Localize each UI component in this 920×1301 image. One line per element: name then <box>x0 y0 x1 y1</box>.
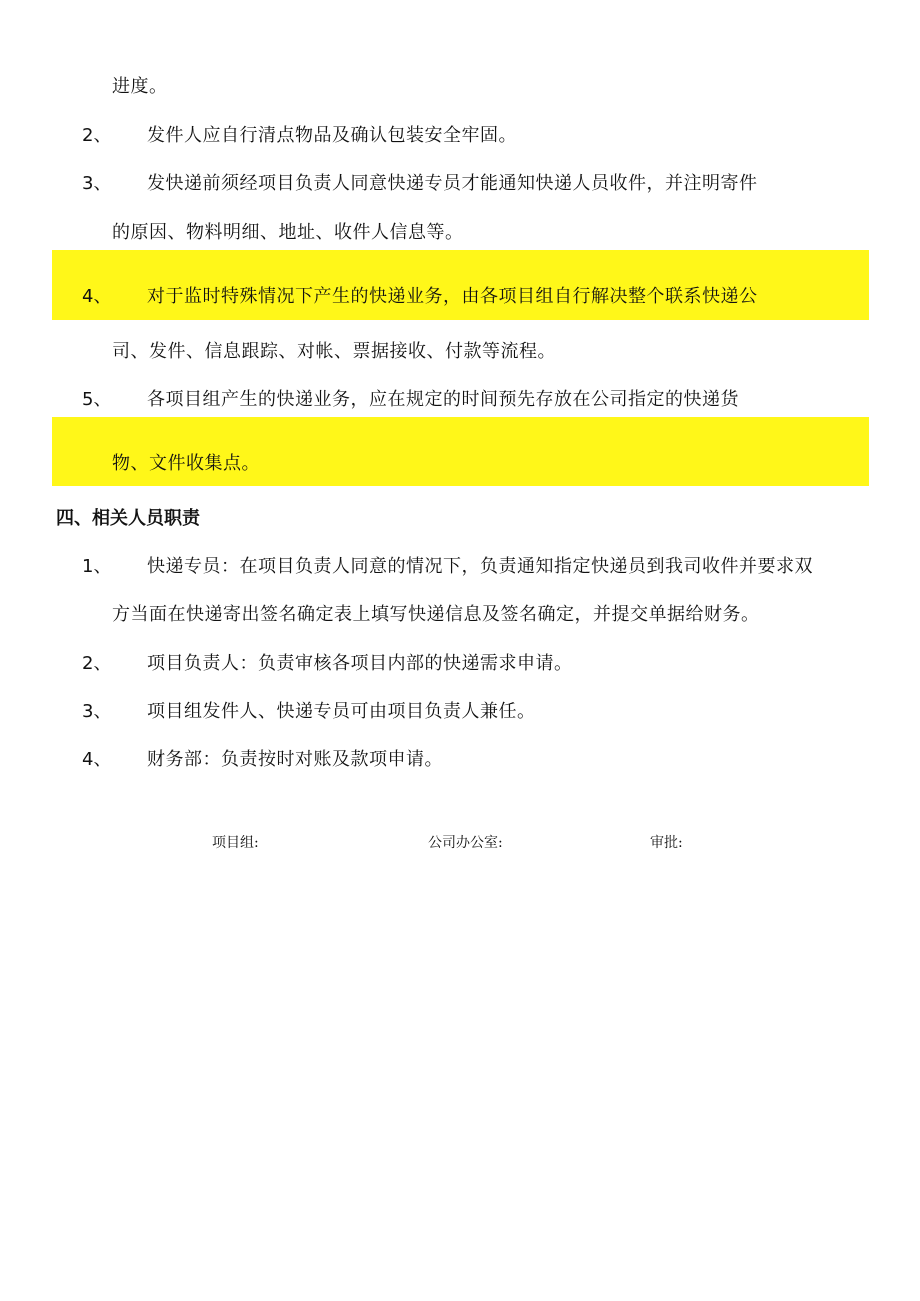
item-number: 4、 <box>82 749 112 770</box>
item-number: 2、 <box>82 125 112 146</box>
item-number: 2、 <box>82 653 112 674</box>
item-number: 4、 <box>82 286 112 307</box>
item-text: 项目负责人：负责审核各项目内部的快递需求申请。 <box>147 653 573 674</box>
item-text: 发快递前须经项目负责人同意快递专员才能通知快递人员收件，并注明寄件 <box>147 173 758 194</box>
item-text: 发件人应自行清点物品及确认包装安全牢固。 <box>147 125 517 146</box>
item-text-continuation: 司、发件、信息跟踪、对帐、票据接收、付款等流程。 <box>112 341 556 362</box>
item-text-continuation: 的原因、物料明细、地址、收件人信息等。 <box>112 222 464 243</box>
item-text-continuation: 方当面在快递寄出签名确定表上填写快递信息及签名确定，并提交单据给财务。 <box>112 604 760 625</box>
item-text: 对于监时特殊情况下产生的快递业务，由各项目组自行解决整个联系快递公 <box>147 286 758 307</box>
item-number: 3、 <box>82 701 112 722</box>
item-number: 1、 <box>82 556 112 577</box>
signature-company-office: 公司办公室: <box>428 835 503 851</box>
signature-project-group: 项目组: <box>212 835 259 851</box>
signature-approval: 审批: <box>650 835 683 851</box>
item-text-continuation: 物、文件收集点。 <box>112 453 260 474</box>
item-text: 项目组发件人、快递专员可由项目负责人兼任。 <box>147 701 536 722</box>
continuation-text: 进度。 <box>112 76 168 97</box>
highlight-band-item-5 <box>52 417 869 486</box>
item-number: 3、 <box>82 173 112 194</box>
highlight-band-item-4 <box>52 250 869 320</box>
item-number: 5、 <box>82 389 112 410</box>
item-text: 快递专员：在项目负责人同意的情况下，负责通知指定快递员到我司收件并要求双 <box>147 556 813 577</box>
item-text: 财务部：负责按时对账及款项申请。 <box>147 749 443 770</box>
section-heading: 四、相关人员职责 <box>56 508 200 529</box>
item-text: 各项目组产生的快递业务，应在规定的时间预先存放在公司指定的快递货 <box>147 389 739 410</box>
